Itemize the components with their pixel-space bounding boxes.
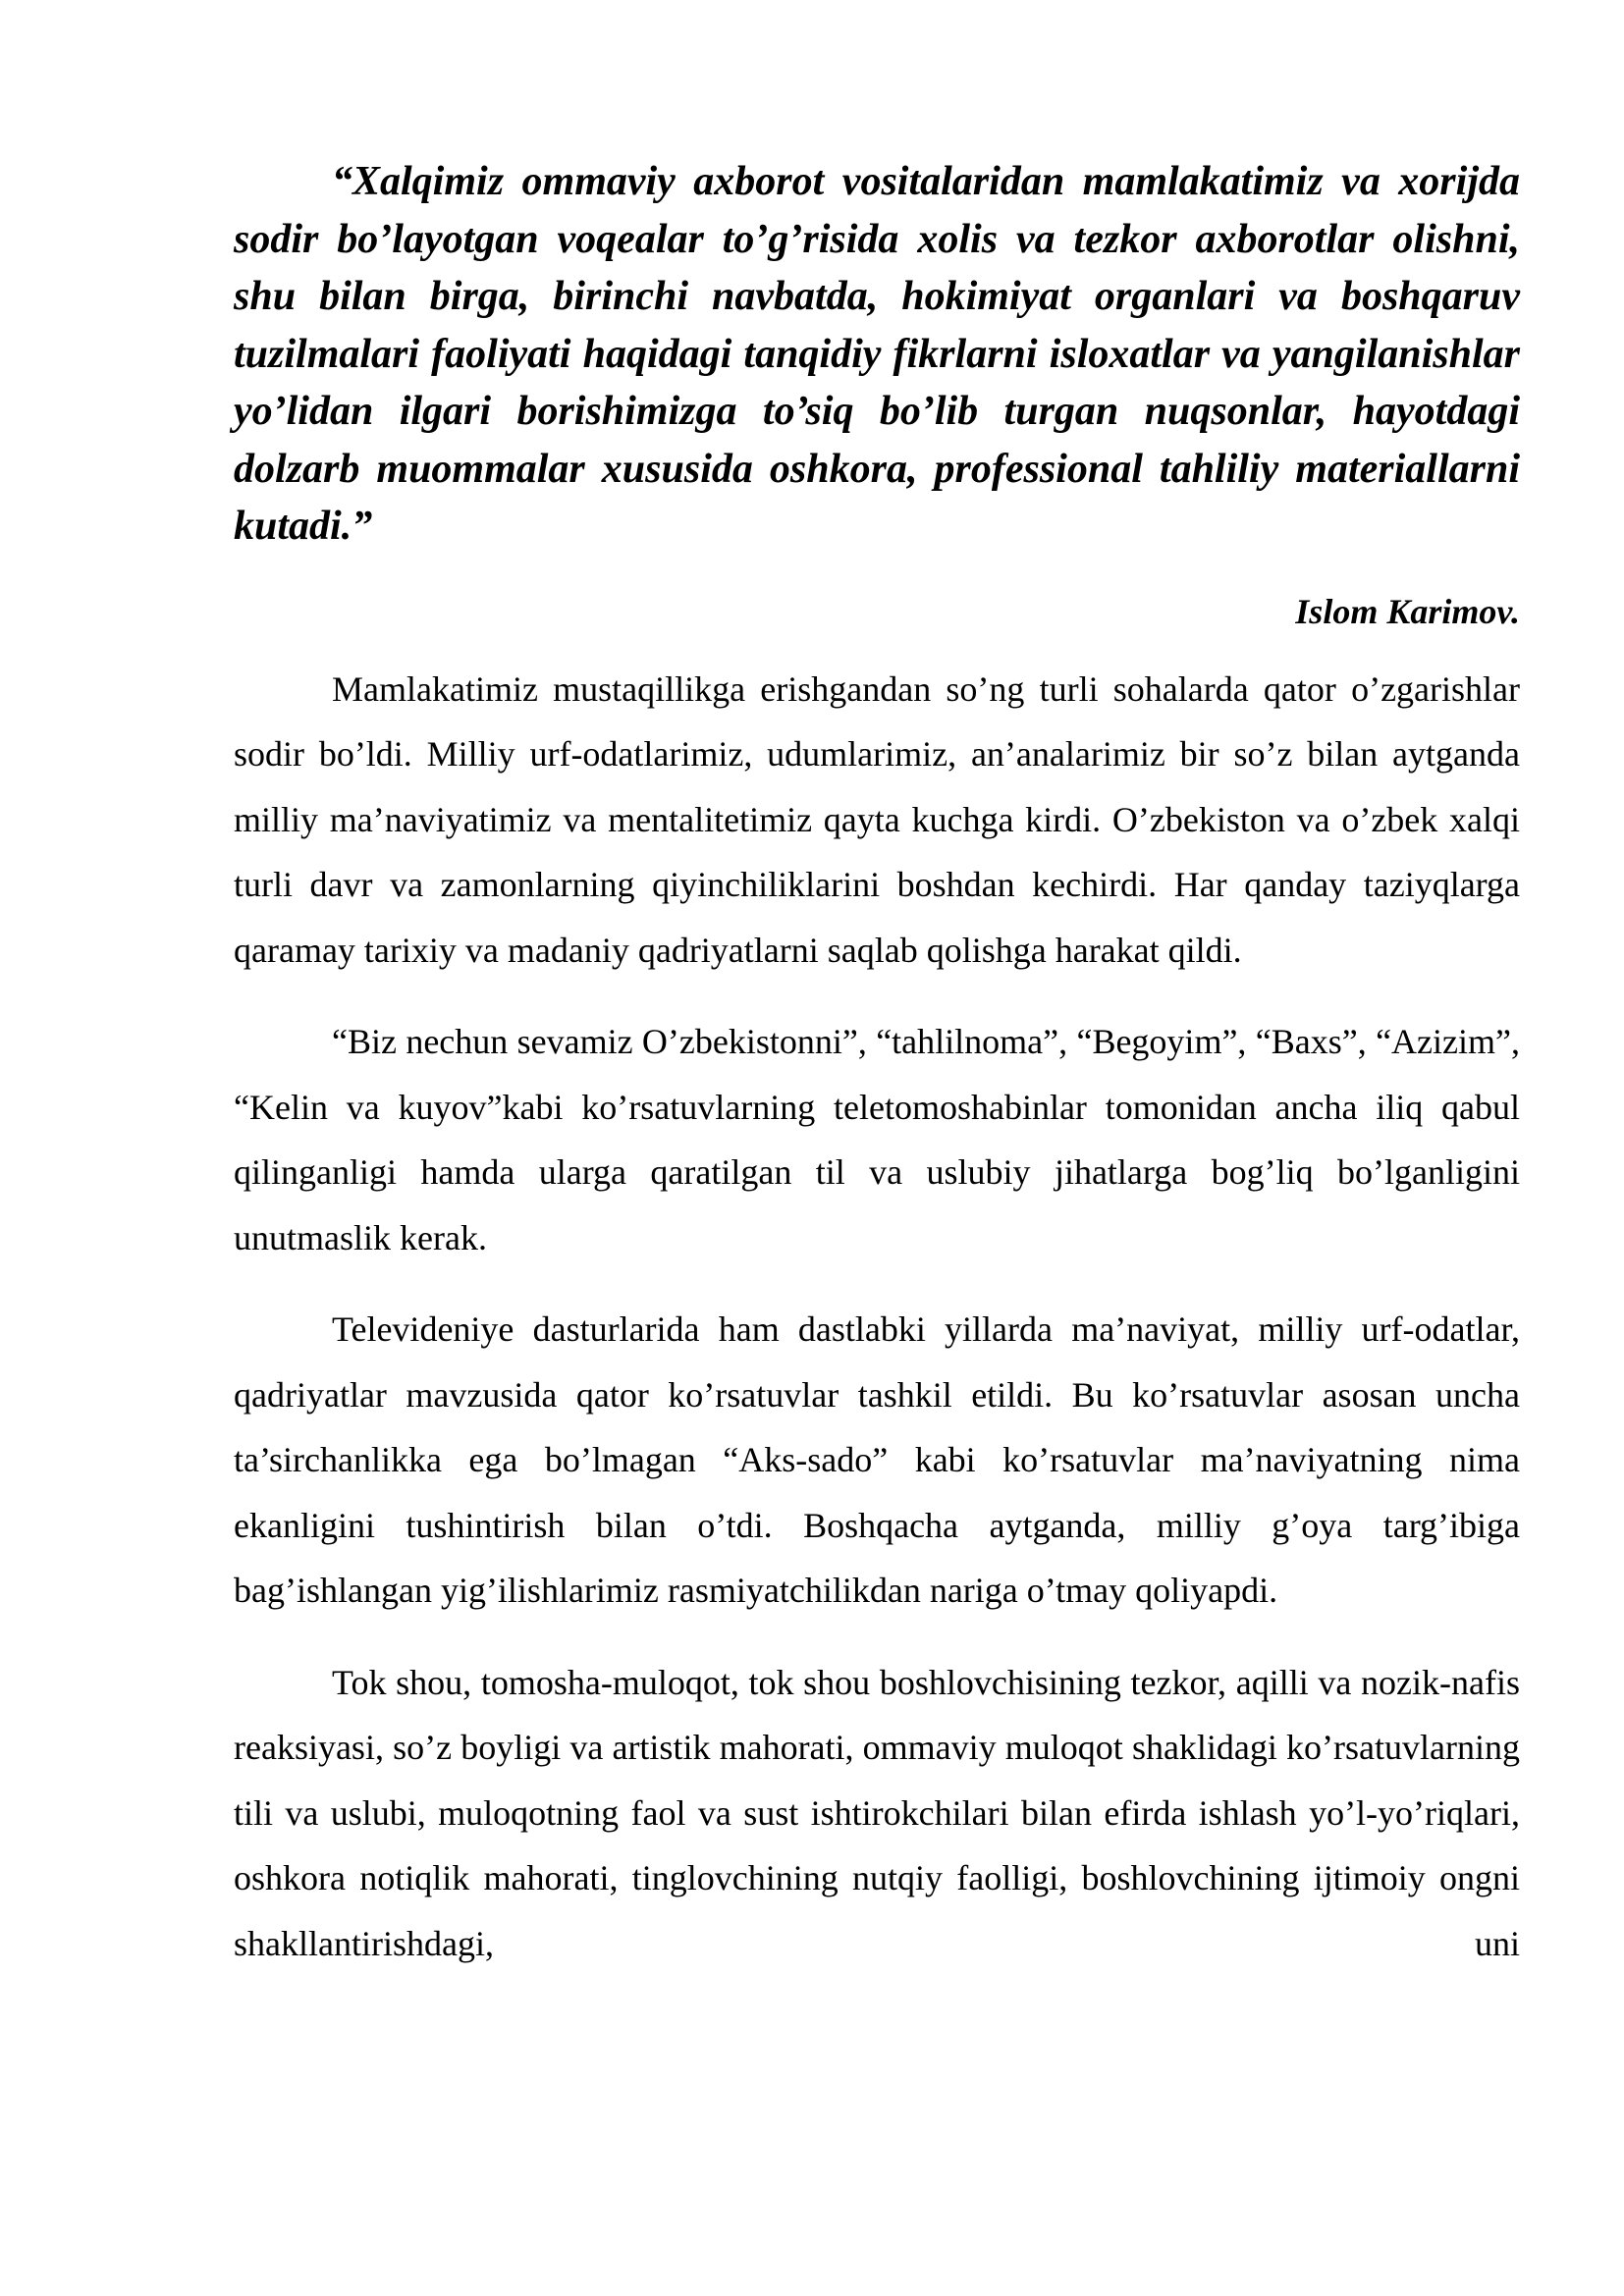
page-content (234, 153, 1520, 1976)
epigraph-quote: “Xalqimiz ommaviy axborot vositalaridan mamlakatimiz va xorijda sodir bo’layotgan voqealar to’g’risida xolis va tezkor axborotlar olishni, shu bilan birga, birinchi navbatda, hokimiyat organlari va boshqaruv tuzilmalari faoliyati haqidagi tanqidiy fikrlarni isloxatlar va yangilanishlar yo’lidan ilgari borishimizga to’siq bo’lib turgan nuqsonlar, hayotdagi dolzarb muommalar xususida oshkora, professional tahliliy materiallarni kutadi.” (234, 159, 1520, 549)
paragraph-2: “Biz nechun sevamiz O’zbekistonni”, “tahlilnoma”, “Begoyim”, “Baxs”, “Azizim”, “Kelin va kuyov”kabi ko’rsatuvlarning teletomoshabinlar tomonidan ancha iliq qabul qilinganligi hamda ularga qaratilgan til va uslubiy jihatlarga bog’liq bo’lganligini unutmaslik kerak. (234, 1022, 1520, 1257)
paragraph-3: Televideniye dasturlarida ham dastlabki yillarda ma’naviyat, milliy urf-odatlar, qadriyatlar mavzusida qator ko’rsatuvlar tashkil etildi. Bu ko’rsatuvlar asosan uncha ta’sirchanlikka ega bo’lmagan “Aks-sado” kabi ko’rsatuvlar ma’naviyatning nima ekanligini tushintirish bilan o’tdi. Boshqacha aytganda, milliy g’oya targ’ibiga bag’ishlangan yig’ilishlarimiz rasmiyatchilikdan nariga o’tmay qoliyapdi. (234, 1309, 1520, 1610)
epigraph-author: Islom Karimov. (1295, 591, 1520, 631)
paragraph-4: Tok shou, tomosha-muloqot, tok shou boshlovchisining tezkor, aqilli va nozik-nafis reaksiyasi, so’z boyligi va artistik mahorati, ommaviy muloqot shaklidagi ko’rsatuvlarning tili va uslubi, muloqotning faol va sust ishtirokchilari bilan efirda ishlash yo’l-yo’riqlari, oshkora notiqlik mahorati, tinglovchining nutqiy faolligi, boshlovchining ijtimoiy ongni shakllantirishdagi, uni (234, 1662, 1520, 1963)
paragraph-1: Mamlakatimiz mustaqillikga erishgandan so’ng turli sohalarda qator o’zgarishlar sodir bo’ldi. Milliy urf-odatlarimiz, udumlarimiz, an’analarimiz bir so’z bilan aytganda milliy ma’naviyatimiz va mentalitetimiz qayta kuchga kirdi. O’zbekiston va o’zbek xalqi turli davr va zamonlarning qiyinchiliklarini boshdan kechirdi. Har qanday taziyqlarga qaramay tarixiy va madaniy qadriyatlarni saqlab qolishga harakat qildi. (234, 668, 1520, 970)
